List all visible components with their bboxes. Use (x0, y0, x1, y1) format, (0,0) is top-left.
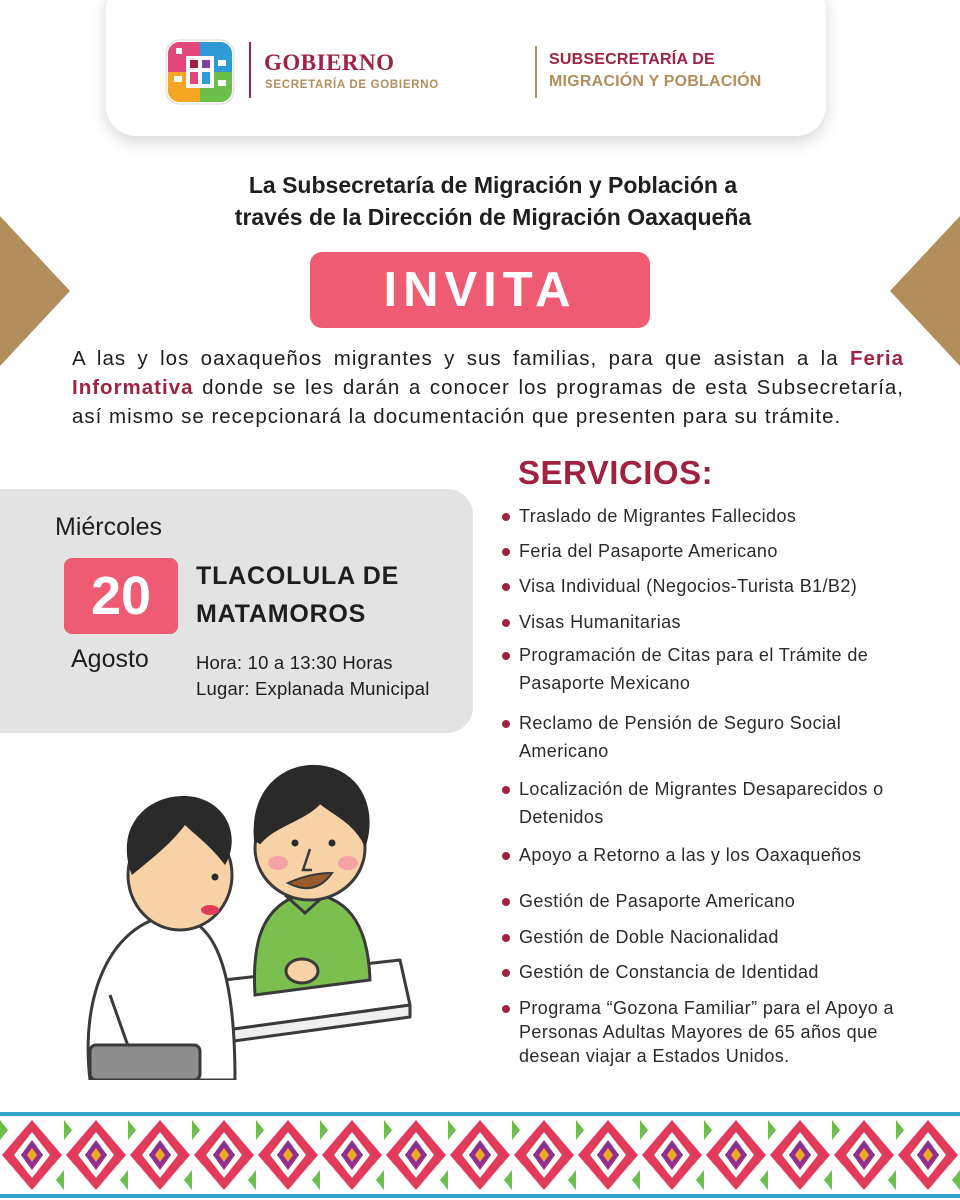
event-place-line2: MATAMOROS (196, 600, 367, 628)
services-title: SERVICIOS: (518, 454, 714, 491)
service-item: Apoyo a Retorno a las y los Oaxaqueños (519, 841, 939, 869)
event-place-line1: TLACOLULA DE (196, 562, 400, 590)
header-divider (535, 46, 537, 98)
service-item: Gestión de Constancia de Identidad (519, 958, 939, 986)
service-item: Visas Humanitarias (519, 608, 939, 636)
service-item: Traslado de Migrantes Fallecidos (519, 502, 939, 530)
service-item: Gestión de Pasaporte Americano (519, 887, 939, 915)
intro-paragraph-start: A las y los oaxaqueños migrantes y sus familias, para que asistan a la (72, 347, 850, 370)
intro-heading-line1: La Subsecretaría de Migración y Población a (248, 172, 738, 198)
government-title: GOBIERNO (264, 50, 395, 75)
service-item: Feria del Pasaporte Americano (519, 537, 939, 565)
subsecretaria-name-line2: MIGRACIÓN Y POBLACIÓN (549, 73, 762, 90)
service-item: Programación de Citas para el Trámite de Pasaporte Mexicano (519, 641, 919, 697)
event-month: Agosto (71, 645, 149, 673)
service-item: Programa “Gozona Familiar” para el Apoyo a Personas Adultas Mayores de 65 años que desean viajar a Estados Unidos. (519, 996, 929, 1068)
textile-pattern-band (0, 1110, 960, 1200)
service-item: Gestión de Doble Nacionalidad (519, 923, 939, 951)
decorative-triangle-left (0, 216, 70, 366)
intro-paragraph (72, 344, 904, 431)
intro-paragraph-end: donde se les darán a conocer los programas de esta Subsecretaría, así mismo se recepcionará la documentación que presenten para su trámite. (72, 376, 904, 428)
consultation-illustration (70, 745, 470, 1080)
invita-banner: INVITA (310, 252, 650, 328)
government-subtitle: SECRETARÍA DE GOBIERNO (265, 79, 439, 91)
event-venue: Lugar: Explanada Municipal (196, 678, 430, 699)
header-divider (249, 42, 251, 98)
event-hours: Hora: 10 a 13:30 Horas (196, 652, 393, 673)
service-item: Reclamo de Pensión de Seguro Social Americano (519, 709, 899, 765)
service-item: Visa Individual (Negocios-Turista B1/B2) (519, 572, 939, 600)
subsecretaria-name-line1: SUBSECRETARÍA DE (549, 51, 715, 68)
government-emblem-icon (164, 38, 236, 106)
feria-informativa-highlight: Feria Informativa (72, 347, 904, 399)
event-day-badge: 20 (64, 558, 178, 634)
service-item: Localización de Migrantes Desaparecidos o Detenidos (519, 775, 919, 831)
intro-heading-line2: través de la Dirección de Migración Oaxaqueña (234, 204, 752, 230)
event-weekday: Miércoles (55, 513, 162, 541)
